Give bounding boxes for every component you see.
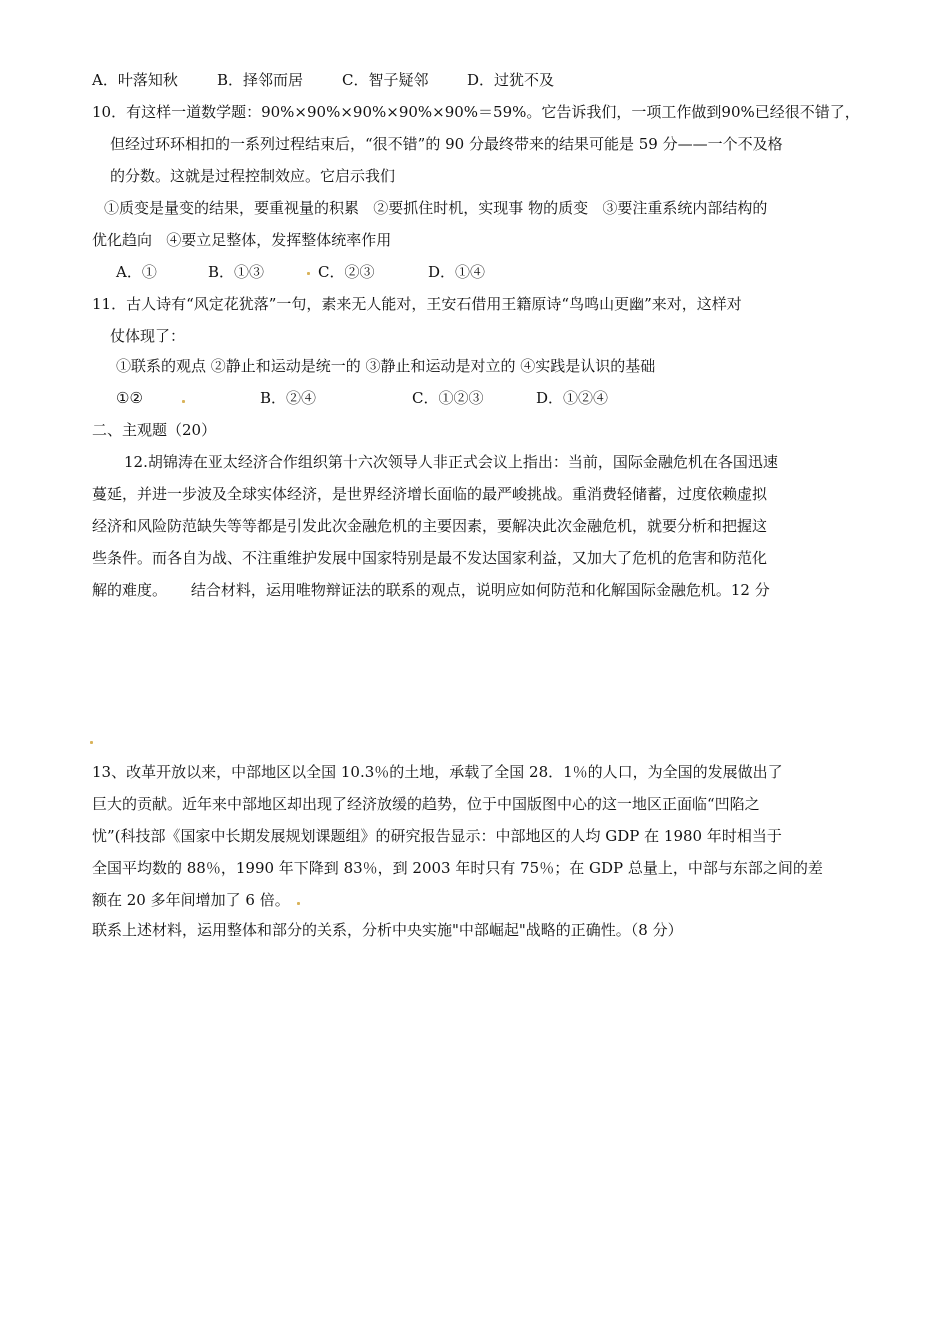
q10-line-3: 的分数。这就是过程控制效应。它启示我们 xyxy=(110,167,396,185)
q10-line-2: 但经过环环相扣的一系列过程结束后，“很不错”的 90 分最终带来的结果可能是 59 分——一个不及格 xyxy=(110,135,783,153)
q11-line-1: 11．古人诗有“风定花犹落”一句，素来无人能对，王安石借用王籍原诗“鸟鸣山更幽”来对，这样对 xyxy=(92,295,742,313)
q11-option-c: C．①②③ xyxy=(412,389,484,407)
q11-option-d: D．①②④ xyxy=(536,389,609,407)
scan-dot xyxy=(307,272,310,275)
q13-line-3: 忧”(科技部《国家中长期发展规划课题组》的研究报告显示：中部地区的人均 GDP 在 1980 年时相当于 xyxy=(92,827,782,845)
section-2-title: 二、主观题（20） xyxy=(92,421,217,439)
q13-line-2: 巨大的贡献。近年来中部地区却出现了经济放缓的趋势，位于中国版图中心的这一地区正面临“凹陷之 xyxy=(92,795,760,813)
q10-line-5: 优化趋向 ④要立足整体，发挥整体统率作用 xyxy=(92,231,392,249)
q11-line-2: 仗体现了： xyxy=(110,327,186,345)
scan-dot xyxy=(90,741,93,744)
q10-option-a: A．① xyxy=(116,263,157,281)
q12-line-2: 蔓延，并进一步波及全球实体经济，是世界经济增长面临的最严峻挑战。重消费轻储蓄，过度依赖虚拟 xyxy=(92,485,768,503)
q10-line-1: 10．有这样一道数学题：90%×90%×90%×90%×90%＝59%。它告诉我们，一项工作做到90%已经很不错了， xyxy=(92,103,860,121)
q11-option-a: ①② xyxy=(116,389,143,407)
q13-line-4: 全国平均数的 88％，1990 年下降到 83％，到 2003 年时只有 75％；在 GDP 总量上，中部与东部之间的差 xyxy=(92,859,823,877)
q9-option-c: C．智子疑邻 xyxy=(342,71,429,89)
scan-dot xyxy=(297,902,300,905)
q10-line-4: ①质变是量变的结果，要重视量的积累 ②要抓住时机，实现事 物的质变 ③要注重系统内部结构的 xyxy=(104,199,768,217)
q12-line-3: 经济和风险防范缺失等等都是引发此次金融危机的主要因素，要解决此次金融危机，就要分析和把握这 xyxy=(92,517,768,535)
q9-option-a: A．叶落知秋 xyxy=(92,71,178,89)
q10-option-c: C．②③ xyxy=(318,263,375,281)
scan-dot xyxy=(182,400,185,403)
q13-line-1: 13、改革开放以来，中部地区以全国 10.3％的土地，承载了全国 28．1％的人口，为全国的发展做出了 xyxy=(92,763,783,781)
q12-line-5: 解的难度。 结合材料，运用唯物辩证法的联系的观点，说明应如何防范和化解国际金融危机。12 分 xyxy=(92,581,770,599)
q12-line-1: 12.胡锦涛在亚太经济合作组织第十六次领导人非正式会议上指出：当前，国际金融危机在各国迅速 xyxy=(124,453,778,471)
q13-line-5: 额在 20 多年间增加了 6 倍。 xyxy=(92,891,290,909)
q10-option-b: B．①③ xyxy=(208,263,265,281)
q13-line-6: 联系上述材料，运用整体和部分的关系，分析中央实施"中部崛起"战略的正确性。（8 分） xyxy=(92,921,683,939)
q9-option-d: D．过犹不及 xyxy=(467,71,555,89)
q9-option-b: B．择邻而居 xyxy=(217,71,304,89)
q11-line-3: ①联系的观点 ②静止和运动是统一的 ③静止和运动是对立的 ④实践是认识的基础 xyxy=(116,357,656,375)
q11-option-b: B．②④ xyxy=(260,389,317,407)
q10-option-d: D．①④ xyxy=(428,263,486,281)
q12-line-4: 些条件。而各自为战、不注重维护发展中国家特别是最不发达国家利益，又加大了危机的危害和防范化 xyxy=(92,549,768,567)
